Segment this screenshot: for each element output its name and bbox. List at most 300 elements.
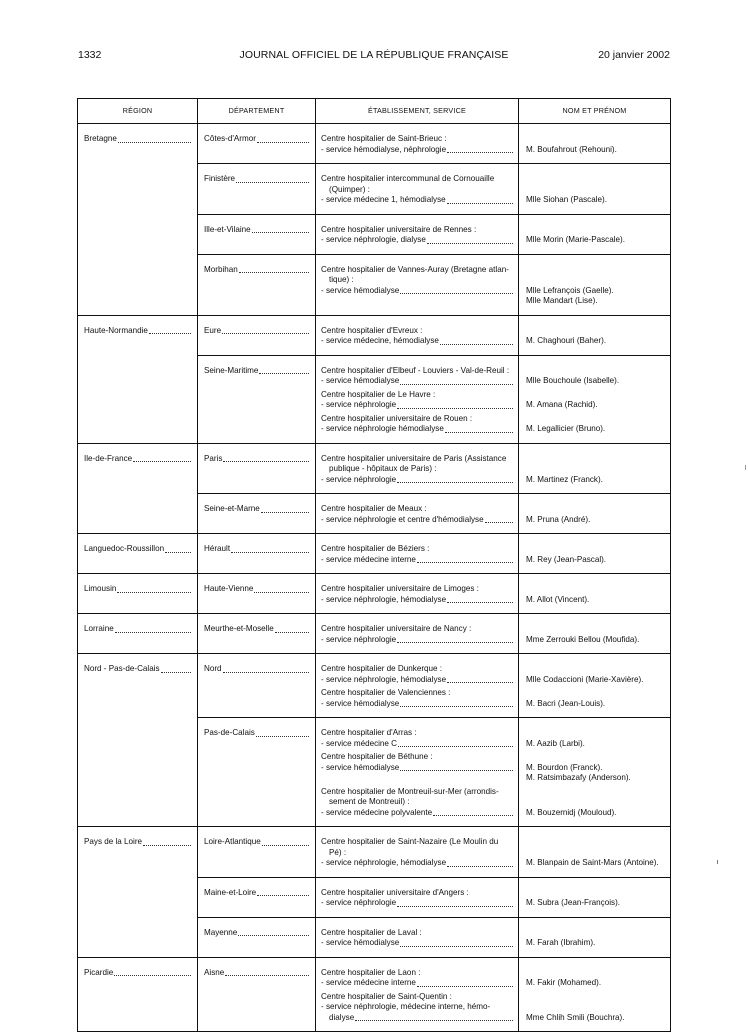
establishment-line: Centre hospitalier de Le Havre : (321, 389, 436, 399)
establishment-line: Centre hospitalier de Montreuil-sur-Mer (arrondis- (321, 786, 499, 796)
department-cell (198, 214, 316, 254)
establishment-line: Centre hospitalier de Béziers : (321, 544, 430, 553)
service-line (321, 739, 513, 750)
person-name: M. Bacri (Jean-Louis). (526, 698, 606, 708)
region-name-text: Limousin (84, 584, 117, 593)
establishment-line: Centre hospitalier universitaire de Rouen : (321, 413, 473, 423)
region-name-text: Pays de la Loire (84, 837, 143, 846)
dot-leader (355, 1013, 513, 1022)
dot-leader (259, 366, 309, 375)
service-line (321, 424, 513, 435)
department-cell (198, 614, 316, 654)
page-header (0, 49, 748, 65)
dot-leader (427, 235, 513, 244)
dot-leader (397, 635, 513, 644)
blank-line (526, 837, 665, 848)
region-name (84, 624, 191, 635)
name-cell (519, 957, 671, 1032)
service-line-text: - service hémodialyse (321, 376, 400, 385)
department-name-text: Paris (204, 453, 223, 463)
establishment-cell (316, 124, 519, 164)
service-line (321, 1013, 513, 1024)
blank-line (526, 225, 665, 236)
department-name-text: Maine-et-Loire (204, 887, 257, 897)
region-name-text: Lorraine (84, 624, 114, 633)
region-cell (78, 654, 198, 827)
appointments-table (77, 98, 671, 1032)
department-name (204, 968, 309, 979)
dot-leader (417, 978, 513, 987)
region-name-text: Ile-de-France (84, 453, 133, 463)
department-name (204, 326, 309, 337)
establishment-cell (316, 877, 519, 917)
column-header-name: NOM ET PRÉNOM (519, 99, 671, 124)
blank-line (526, 275, 665, 286)
establishment-line: (Quimper) : (329, 184, 370, 194)
name-cell (519, 494, 671, 534)
table-row (78, 827, 671, 878)
blank-line (526, 584, 665, 595)
issue-date: 20 janvier 2002 (598, 49, 670, 61)
establishment-cell (316, 355, 519, 443)
department-name (204, 584, 309, 595)
dot-leader (223, 664, 309, 673)
service-line (321, 978, 513, 989)
service-line-text: - service hémodialyse (321, 762, 400, 772)
name-cell (519, 718, 671, 827)
department-cell (198, 355, 316, 443)
department-name-text: Seine-Maritime (204, 365, 259, 375)
blank-line (526, 968, 665, 979)
person-name: M. Boufahrout (Rehouni). (526, 144, 617, 154)
department-cell (198, 494, 316, 534)
dot-leader (115, 624, 191, 633)
service-line-text: dialyse (329, 1012, 355, 1022)
establishment-line: Centre hospitalier intercommunal de Cornouaille (321, 174, 495, 183)
service-line (321, 235, 513, 246)
person-name: Mme Chlih Smili (Bouchra). (526, 1012, 625, 1022)
service-line (321, 808, 513, 819)
dot-leader (165, 544, 191, 553)
blank-line (526, 390, 665, 401)
person-name: Mlle Morin (Marie-Pascale). (526, 235, 625, 244)
service-line-text: - service médecine interne (321, 554, 416, 564)
dot-leader (238, 928, 309, 937)
region-name (84, 584, 191, 595)
service-line-text: - service médecine interne (321, 978, 416, 987)
dot-leader (257, 888, 309, 897)
establishment-cell (316, 917, 519, 957)
service-line (321, 898, 513, 909)
region-name-text: Bretagne (84, 134, 117, 143)
margin-mark (745, 465, 746, 470)
department-cell (198, 957, 316, 1032)
name-cell (519, 164, 671, 215)
establishment-line: Centre hospitalier universitaire d'Angers : (321, 887, 469, 897)
journal-title: JOURNAL OFFICIEL DE LA RÉPUBLIQUE FRANÇAISE (239, 49, 509, 61)
dot-leader (447, 595, 513, 604)
establishment-cell (316, 494, 519, 534)
department-name-text: Aisne (204, 967, 225, 977)
establishment-line: Centre hospitalier universitaire de Nancy : (321, 624, 472, 633)
table-row (78, 614, 671, 654)
region-name-text: Picardie (84, 967, 114, 977)
department-name (204, 837, 309, 848)
dot-leader (400, 286, 513, 295)
establishment-cell (316, 254, 519, 315)
department-cell (198, 827, 316, 878)
blank-line (526, 134, 665, 145)
service-line-text: - service hémodialyse (321, 698, 400, 708)
service-line (321, 763, 513, 774)
dot-leader (231, 544, 309, 553)
region-cell (78, 614, 198, 654)
service-line (321, 475, 513, 486)
blank-line (526, 888, 665, 899)
service-line (321, 555, 513, 566)
dot-leader (236, 174, 309, 183)
dot-leader (223, 454, 309, 463)
establishment-line: Centre hospitalier de Vannes-Auray (Bretagne atlan- (321, 264, 509, 274)
table-row (78, 443, 671, 494)
establishment-cell (316, 957, 519, 1032)
dot-leader (114, 968, 191, 977)
department-cell (198, 877, 316, 917)
establishment-line: Centre hospitalier de Valenciennes : (321, 688, 451, 697)
dot-leader (118, 134, 191, 143)
name-cell (519, 877, 671, 917)
department-name-text: Seine-et-Marne (204, 504, 260, 513)
establishment-line: tique) : (329, 275, 354, 284)
department-cell (198, 534, 316, 574)
name-cell (519, 827, 671, 878)
service-line-text: - service médecine C (321, 738, 398, 748)
dot-leader (417, 555, 513, 564)
establishment-line: Centre hospitalier d'Arras : (321, 728, 417, 737)
person-name: Mlle Siohan (Pascale). (526, 195, 607, 204)
dot-leader (275, 624, 309, 633)
establishment-cell (316, 214, 519, 254)
establishment-line: Centre hospitalier universitaire de Paris (Assistance (321, 453, 507, 463)
establishment-cell (316, 718, 519, 827)
service-line-text: - service néphrologie, hémodialyse (321, 674, 447, 684)
table-header-row (78, 99, 671, 124)
person-name: M. Farah (Ibrahim). (526, 938, 596, 947)
person-name: M. Aazib (Larbi). (526, 738, 585, 748)
name-cell (519, 574, 671, 614)
department-cell (198, 654, 316, 718)
blank-line (526, 544, 665, 555)
blank-line (526, 624, 665, 635)
service-line (321, 635, 513, 646)
blank-line (526, 185, 665, 196)
region-name (84, 968, 191, 979)
dot-leader (397, 400, 513, 409)
name-cell (519, 214, 671, 254)
dot-leader (400, 699, 513, 708)
blank-line (526, 688, 665, 699)
department-name (204, 624, 309, 635)
person-name: M. Rey (Jean-Pascal). (526, 554, 607, 564)
department-name-text: Morbihan (204, 264, 238, 274)
establishment-line: publique - hôpitaux de Paris) : (329, 464, 437, 473)
person-name: M. Bouzernidj (Mouloud). (526, 807, 617, 817)
department-cell (198, 164, 316, 215)
establishment-line: Centre hospitalier de Dunkerque : (321, 664, 443, 673)
service-line-text: - service néphrologie, hémodialyse (321, 594, 447, 604)
department-cell (198, 254, 316, 315)
column-header-establishment: ÉTABLISSEMENT, SERVICE (316, 99, 519, 124)
name-cell (519, 254, 671, 315)
establishment-cell (316, 827, 519, 878)
service-line-text: - service hémodialyse (321, 938, 400, 947)
table-row (78, 957, 671, 1032)
department-name (204, 366, 309, 377)
establishment-line: Centre hospitalier de Laval : (321, 927, 422, 937)
margin-mark (717, 860, 718, 864)
dot-leader (400, 938, 513, 947)
blank-line (526, 414, 665, 425)
dot-leader (262, 837, 309, 846)
region-name (84, 454, 191, 465)
establishment-line: Centre hospitalier de Saint-Quentin : (321, 991, 452, 1001)
blank-line (526, 174, 665, 185)
dot-leader (257, 134, 309, 143)
service-line (321, 595, 513, 606)
name-cell (519, 315, 671, 355)
dot-leader (447, 145, 513, 154)
establishment-line: Centre hospitalier de Saint-Nazaire (Le Moulin du (321, 837, 499, 846)
department-name-text: Eure (204, 325, 222, 335)
service-line-text: - service néphrologie et centre d'hémodialyse (321, 514, 484, 524)
blank-line (526, 728, 665, 739)
region-name (84, 837, 191, 848)
region-name-text: Haute-Normandie (84, 325, 148, 335)
department-name-text: Côtes-d'Armor (204, 134, 256, 143)
establishment-line: Centre hospitalier d'Evreux : (321, 325, 423, 335)
blank-line (526, 752, 665, 763)
person-name: M. Blanpain de Saint-Mars (Antoine). (526, 858, 659, 867)
region-name (84, 664, 191, 675)
person-name: M. Amana (Rachid). (526, 400, 598, 409)
person-name: M. Ratsimbazafy (Anderson). (526, 773, 631, 782)
blank-line (526, 464, 665, 475)
dot-leader (252, 225, 309, 234)
service-line (321, 400, 513, 411)
service-line-text: - service hémodialyse (321, 285, 400, 295)
person-name: M. Subra (Jean-François). (526, 898, 621, 907)
blank-line (526, 848, 665, 859)
name-cell (519, 917, 671, 957)
region-cell (78, 124, 198, 316)
person-name: M. Chaghouri (Baher). (526, 336, 607, 345)
dot-leader (225, 968, 309, 977)
establishment-cell (316, 614, 519, 654)
department-name-text: Mayenne (204, 927, 238, 937)
table-row (78, 574, 671, 614)
region-name (84, 326, 191, 337)
department-name-text: Nord (204, 664, 222, 673)
establishment-cell (316, 574, 519, 614)
name-cell (519, 654, 671, 718)
establishment-line: Centre hospitalier de Saint-Brieuc : (321, 134, 447, 143)
dot-leader (397, 898, 513, 907)
dot-leader (447, 858, 513, 867)
department-name (204, 664, 309, 675)
service-line (321, 515, 513, 526)
dot-leader (133, 454, 191, 463)
region-cell (78, 827, 198, 958)
department-name (204, 174, 309, 185)
service-line (321, 145, 513, 156)
department-name-text: Haute-Vienne (204, 584, 254, 593)
department-cell (198, 124, 316, 164)
department-name-text: Hérault (204, 544, 231, 553)
table-body (78, 124, 671, 1032)
blank-line (526, 992, 665, 1003)
name-cell (519, 443, 671, 494)
table-row (78, 315, 671, 355)
establishment-line: Centre hospitalier de Béthune : (321, 752, 433, 761)
establishment-line: Centre hospitalier de Laon : (321, 967, 421, 977)
dot-leader (143, 837, 191, 846)
blank-line (526, 928, 665, 939)
department-name-text: Loire-Atlantique (204, 837, 261, 846)
department-name-text: Meurthe-et-Moselle (204, 624, 274, 633)
region-name (84, 134, 191, 145)
blank-line (526, 664, 665, 675)
dot-leader (485, 515, 513, 524)
service-line (321, 699, 513, 710)
department-name (204, 888, 309, 899)
department-name (204, 928, 309, 939)
person-name: Mlle Bouchoule (Isabelle). (526, 376, 620, 385)
department-name (204, 225, 309, 236)
service-line-text: - service néphrologie (321, 474, 397, 484)
service-line-text: - service néphrologie hémodialyse (321, 424, 444, 433)
service-line-text: - service néphrologie, hémodialyse (321, 858, 447, 867)
dot-leader (447, 675, 513, 684)
person-name: M. Pruna (André). (526, 514, 591, 524)
establishment-line: sement de Montreuil) : (329, 797, 410, 806)
department-cell (198, 917, 316, 957)
service-line (321, 286, 513, 297)
blank-line (526, 265, 665, 276)
person-name: Mlle Mandart (Lise). (526, 296, 598, 305)
service-line-text: - service néphrologie (321, 898, 397, 907)
blank-line (526, 366, 665, 377)
establishment-line: Centre hospitalier d'Elbeuf - Louviers - Val-de-Reuil : (321, 365, 510, 375)
dot-leader (117, 584, 191, 593)
person-name: Mlle Codaccioni (Marie-Xavière). (526, 674, 644, 684)
region-cell (78, 315, 198, 443)
column-header-department: DÉPARTEMENT (198, 99, 316, 124)
service-line-text: - service néphrologie, dialyse (321, 235, 426, 244)
department-cell (198, 718, 316, 827)
dot-leader (222, 326, 309, 335)
blank-line (321, 773, 513, 784)
name-cell (519, 534, 671, 574)
dot-leader (398, 739, 513, 748)
service-line (321, 376, 513, 387)
establishment-line: Centre hospitalier de Meaux : (321, 504, 427, 513)
region-name-text: Nord - Pas-de-Calais (84, 664, 160, 673)
dot-leader (400, 763, 513, 772)
region-cell (78, 534, 198, 574)
dot-leader (400, 376, 513, 385)
dot-leader (261, 504, 309, 513)
person-name: M. Allot (Vincent). (526, 594, 590, 604)
blank-line (526, 454, 665, 465)
blank-line (321, 296, 513, 307)
establishment-line: Centre hospitalier universitaire de Limoges : (321, 584, 479, 593)
department-name (204, 134, 309, 145)
service-line-text: - service médecine 1, hémodialyse (321, 195, 446, 204)
person-name: Mlle Lefrançois (Gaelle). (526, 285, 614, 295)
establishment-line: Centre hospitalier universitaire de Rennes : (321, 224, 477, 234)
region-cell (78, 957, 198, 1032)
blank-line (526, 1002, 665, 1013)
dot-leader (397, 475, 513, 484)
service-line-text: - service médecine, hémodialyse (321, 336, 439, 345)
dot-leader (254, 584, 309, 593)
service-line-text: - service hémodialyse, néphrologie (321, 144, 447, 154)
blank-line (526, 797, 665, 808)
department-cell (198, 443, 316, 494)
region-cell (78, 443, 198, 534)
service-line-text: - service néphrologie (321, 400, 397, 409)
name-cell (519, 355, 671, 443)
service-line: - service néphrologie, médecine interne, hémo- (321, 1002, 491, 1011)
service-line (321, 675, 513, 686)
dot-leader (256, 728, 309, 737)
department-name-text: Ille-et-Vilaine (204, 224, 251, 234)
establishment-cell (316, 315, 519, 355)
service-line (321, 938, 513, 949)
dot-leader (161, 664, 191, 673)
department-name (204, 504, 309, 515)
page-number: 1332 (78, 49, 102, 61)
person-name: M. Martinez (Franck). (526, 474, 603, 484)
service-line (321, 195, 513, 206)
region-cell (78, 574, 198, 614)
department-cell (198, 574, 316, 614)
blank-line (526, 787, 665, 798)
blank-line (526, 504, 665, 515)
dot-leader (445, 424, 513, 433)
person-name: Mme Zerrouki Bellou (Moufida). (526, 634, 640, 644)
department-cell (198, 315, 316, 355)
department-name (204, 728, 309, 739)
service-line (321, 858, 513, 869)
service-line-text: - service néphrologie (321, 634, 397, 644)
department-name-text: Finistère (204, 174, 236, 183)
name-cell (519, 124, 671, 164)
department-name (204, 544, 309, 555)
establishment-cell (316, 443, 519, 494)
establishment-cell (316, 164, 519, 215)
name-cell (519, 614, 671, 654)
establishment-cell (316, 654, 519, 718)
department-name (204, 454, 309, 465)
region-name-text: Languedoc-Roussillon (84, 544, 165, 553)
person-name: M. Bourdon (Franck). (526, 762, 603, 772)
table-row (78, 124, 671, 164)
establishment-cell (316, 534, 519, 574)
column-header-region: RÉGION (78, 99, 198, 124)
dot-leader (239, 265, 309, 274)
blank-line (526, 326, 665, 337)
